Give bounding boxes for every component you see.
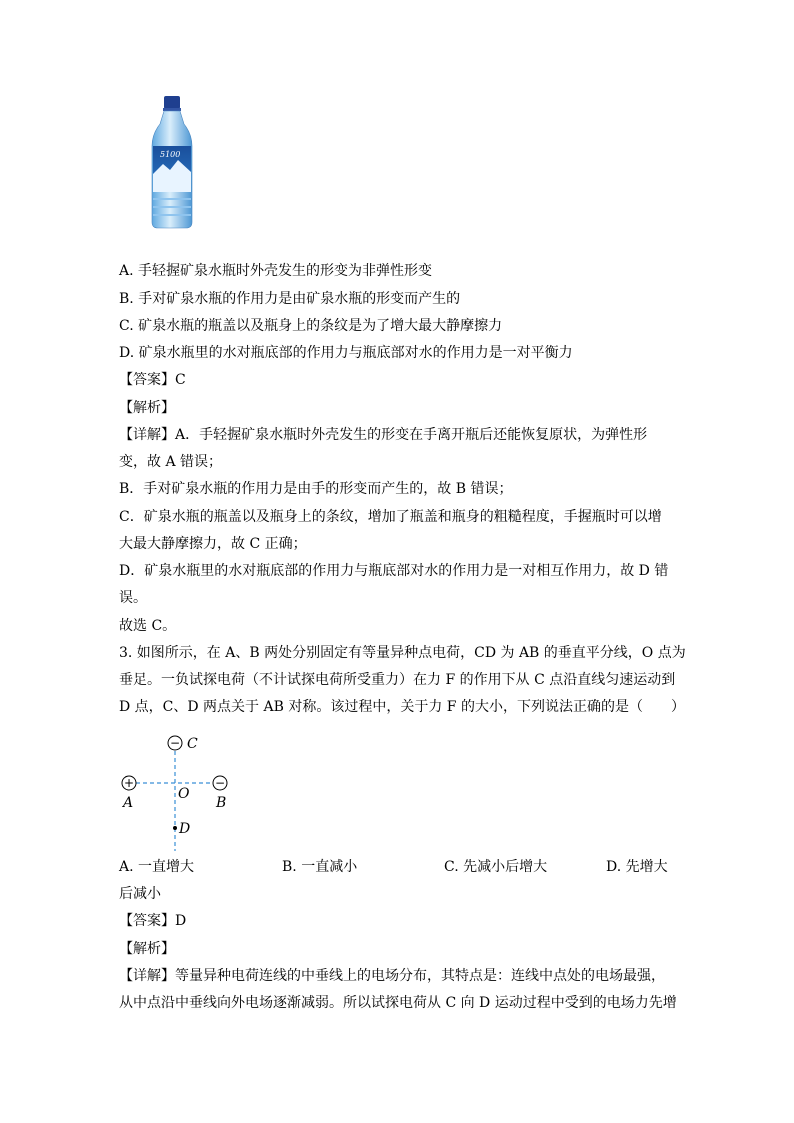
q3-stem-line: 垂足。一负试探电荷（不计试探电荷所受重力）在力 F 的作用下从 C 点沿直线匀速运动到 xyxy=(119,672,676,688)
svg-text:5100: 5100 xyxy=(160,150,181,159)
q2-option-a: A. 手轻握矿泉水瓶时外壳发生的形变为非弹性形变 xyxy=(119,263,433,279)
label-o: O xyxy=(178,786,190,802)
q2-detail-line: 误。 xyxy=(119,590,147,606)
q2-detail-line: C．矿泉水瓶的瓶盖以及瓶身上的条纹，增加了瓶盖和瓶身的粗糙程度，手握瓶时可以增 xyxy=(119,509,662,525)
charge-diagram xyxy=(112,727,252,851)
point-d xyxy=(173,826,177,830)
label-b: B xyxy=(216,795,227,811)
charge-b-icon xyxy=(213,776,227,790)
q2-conclusion: 故选 C。 xyxy=(119,618,177,634)
q3-stem-line: 3. 如图所示，在 A、B 两处分别固定有等量异种点电荷，CD 为 AB 的垂直平分线，O 点为 xyxy=(119,645,686,661)
label-d: D xyxy=(179,821,191,837)
q2-analysis-title: 【解析】 xyxy=(119,400,175,416)
q2-detail-line: 【详解】A．手轻握矿泉水瓶时外壳发生的形变在手离开瓶后还能恢复原状，为弹性形 xyxy=(119,427,648,443)
svg-text:−: − xyxy=(214,776,226,790)
q3-option-b: B. 一直减小 xyxy=(282,859,358,875)
q3-option-c: C. 先减小后增大 xyxy=(444,859,548,875)
q3-detail-line: 从中点沿中垂线向外电场逐渐减弱。所以试探电荷从 C 向 D 运动过程中受到的电场力先增 xyxy=(119,995,677,1011)
q2-option-b: B. 手对矿泉水瓶的作用力是由矿泉水瓶的形变而产生的 xyxy=(119,291,461,307)
q3-detail-line: 【详解】等量异种电荷连线的中垂线上的电场分布，其特点是：连线中点处的电场最强， xyxy=(119,968,665,984)
svg-text:+: + xyxy=(123,776,135,790)
q3-answer: 【答案】D xyxy=(119,913,187,929)
q2-answer: 【答案】C xyxy=(119,372,186,388)
q3-option-d-continued: 后减小 xyxy=(119,886,161,902)
label-a: A xyxy=(123,795,134,811)
mineral-water-bottle-image xyxy=(148,94,196,230)
q3-analysis-title: 【解析】 xyxy=(119,941,175,957)
label-c: C xyxy=(187,736,198,752)
q2-detail-line: B．手对矿泉水瓶的作用力是由手的形变而产生的，故 B 错误； xyxy=(119,481,513,497)
q2-option-c: C. 矿泉水瓶的瓶盖以及瓶身上的条纹是为了增大最大静摩擦力 xyxy=(119,318,503,334)
q3-option-a: A. 一直增大 xyxy=(119,859,195,875)
q2-detail-line: 大最大静摩擦力，故 C 正确； xyxy=(119,536,307,552)
svg-text:−: − xyxy=(169,736,181,750)
q2-option-d: D. 矿泉水瓶里的水对瓶底部的作用力与瓶底部对水的作用力是一对平衡力 xyxy=(119,345,573,361)
q3-option-d: D. 先增大 xyxy=(606,859,668,875)
q3-stem-line: D 点，C、D 两点关于 AB 对称。该过程中，关于力 F 的大小，下列说法正确的是（ ） xyxy=(119,699,685,715)
q2-detail-line: 变，故 A 错误； xyxy=(119,454,223,470)
charge-c-icon xyxy=(168,736,182,750)
q2-detail-line: D．矿泉水瓶里的水对瓶底部的作用力与瓶底部对水的作用力是一对相互作用力，故 D 错 xyxy=(119,563,669,579)
charge-a-icon xyxy=(122,776,136,790)
